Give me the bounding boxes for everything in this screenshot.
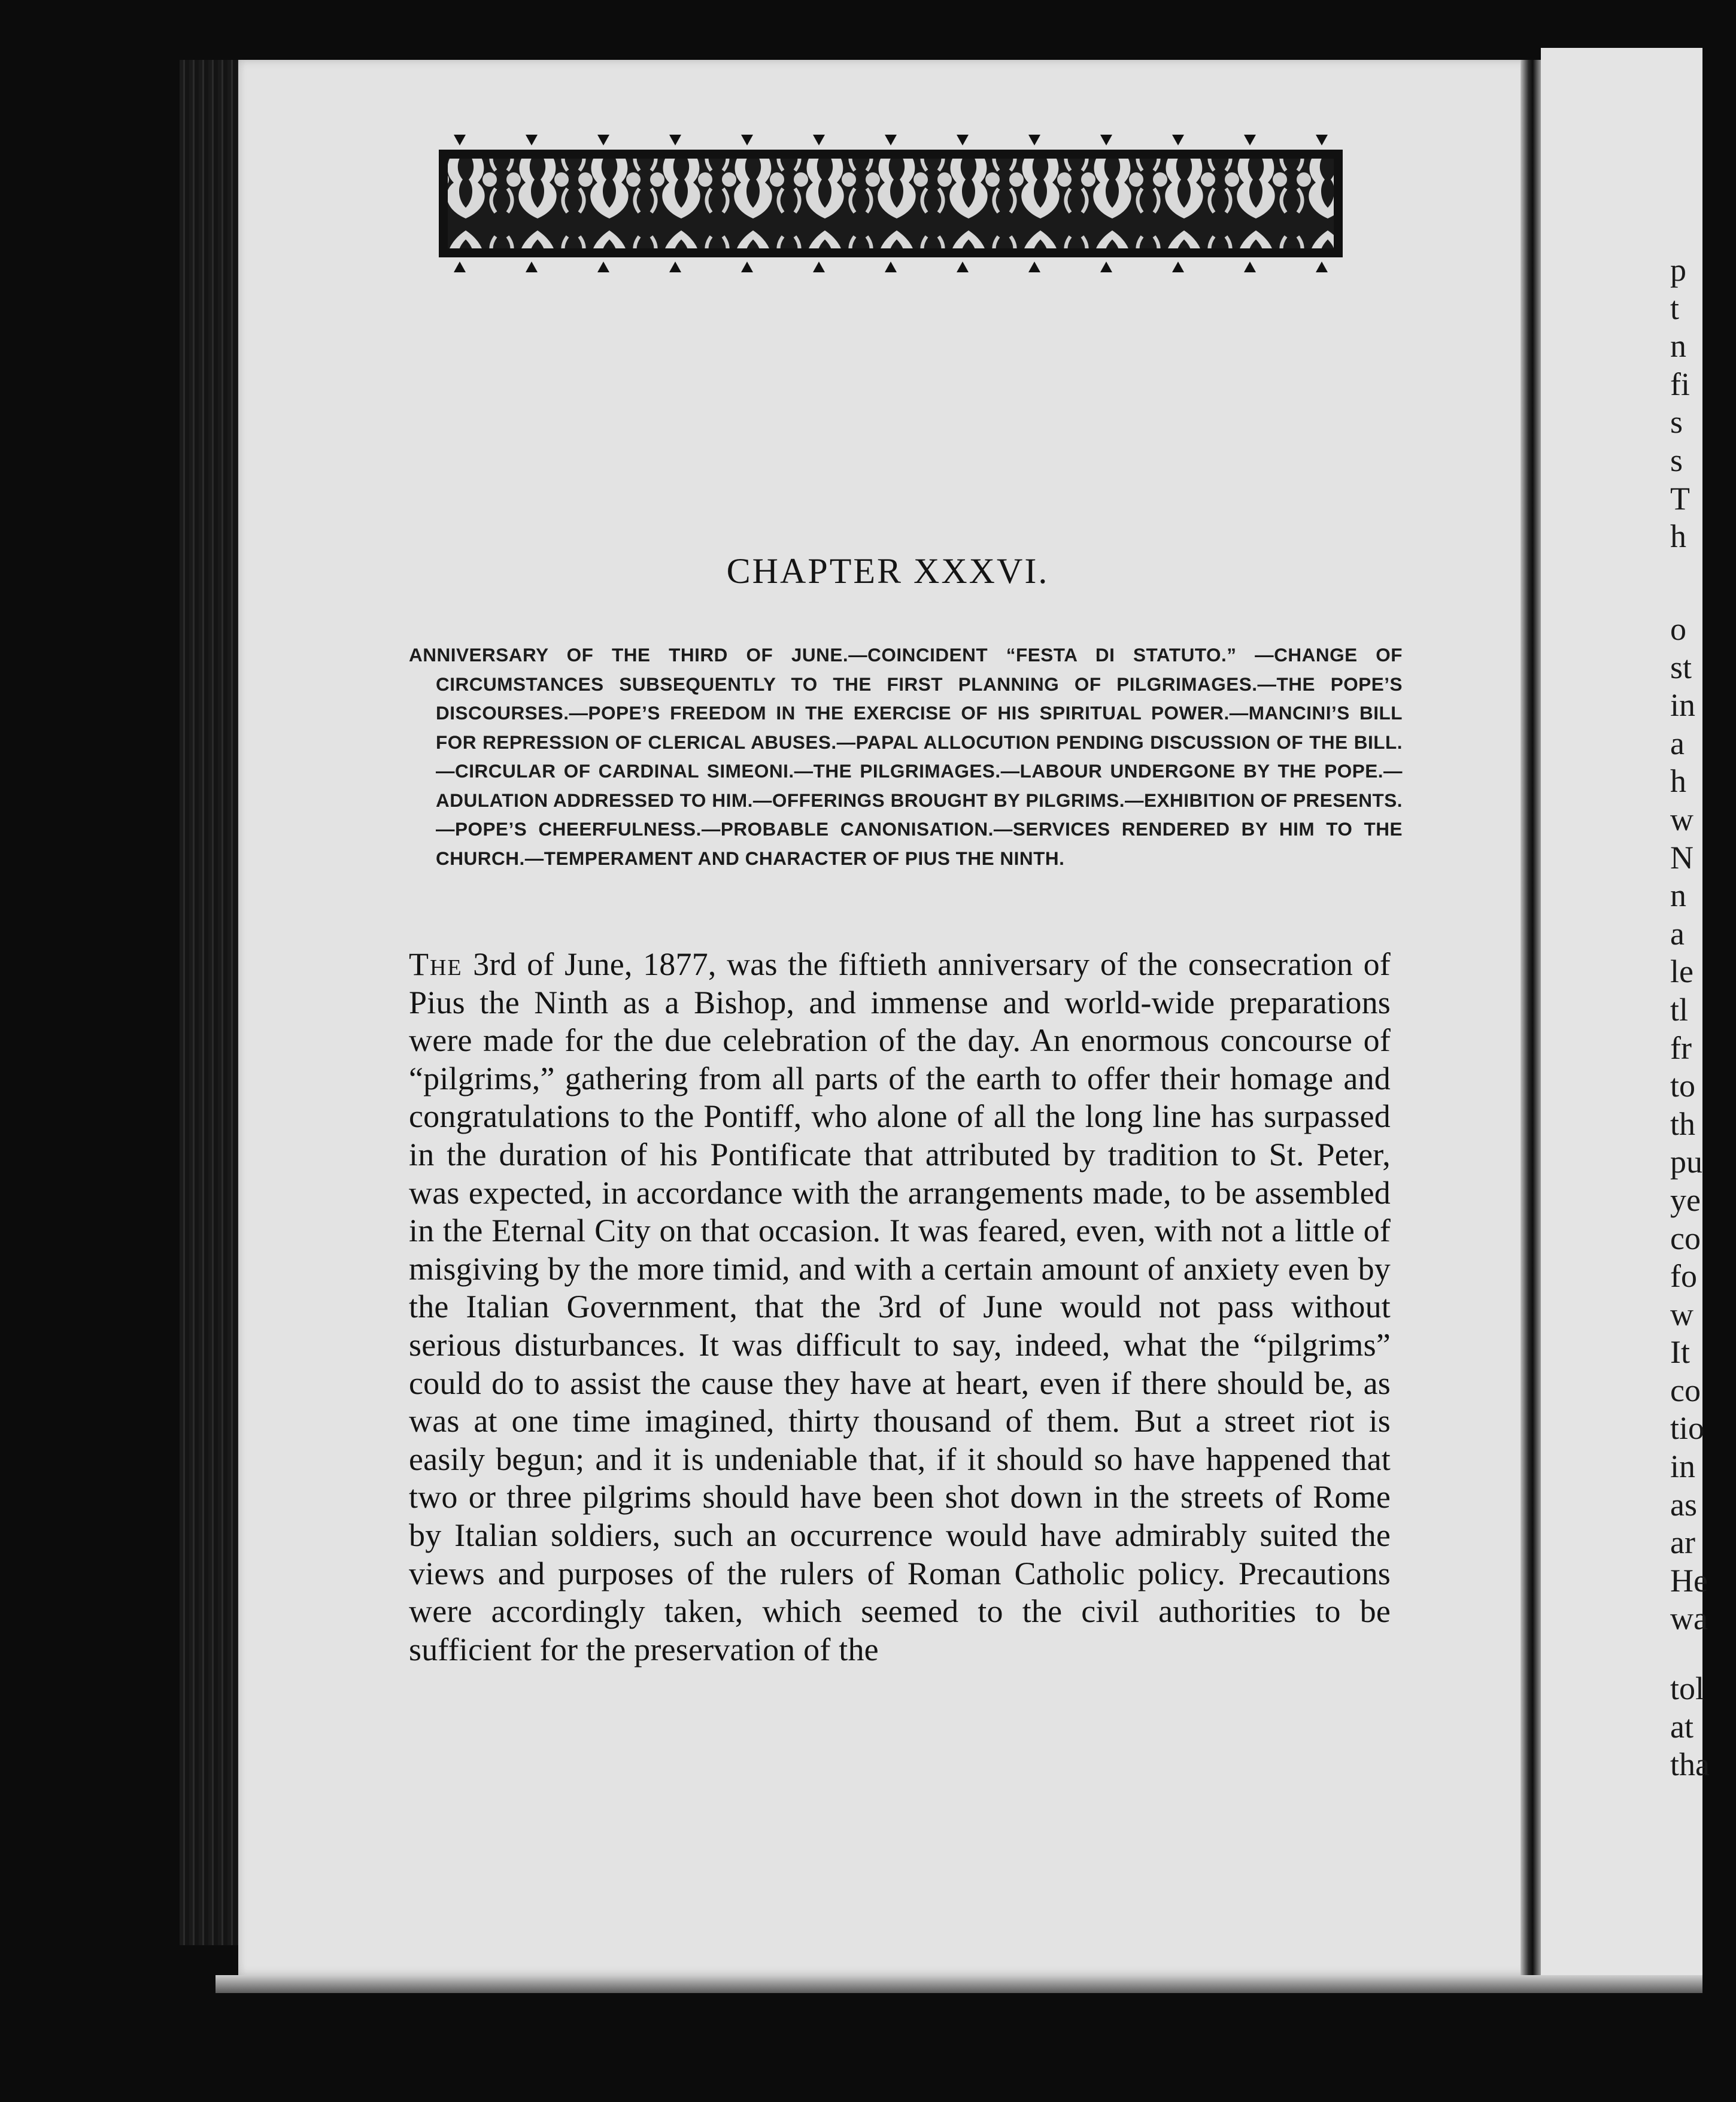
fragment: st — [1670, 649, 1692, 685]
fragment: w — [1670, 1296, 1693, 1332]
paragraph-text: 3rd of June, 1877, was the fiftieth anniversary of the consecration of Pius the Ninth as a Bishop, and immense and world-wide preparations were made for the due celebration of the day. An enormous concourse of “pilgrims,” gathering from all parts of the earth to offer their homage and congratulations to the Pontiff, who alone of all the long line has surpassed in the duration of his Pontificate that attributed by tradition to St. Peter, was expected, in accordance with the arrangements made, to be assembled in the Eternal City on that occasion. It was feared, even, with not a little of misgiving by the more timid, and with a certain amount of anxiety even by the Italian Government, that the 3rd of June would not pass without serious disturbances. It was difficult to say, indeed, what the “pilgrims” could do to assist the cause they have at heart, even if there should be, as was at one time imagined, thirty thousand of them. But a street riot is easily begun; and it is undeniable that, if it should so have happened that two or three pilgrims should have been shot down in the streets of Rome by Italian soldiers, such an occurrence would have admirably suited the views and purposes of the rulers of Roman Catholic policy. Precautions were accordingly taken, which seemed to the civil authorities to be sufficient for the preservation of the — [409, 946, 1391, 1667]
fragment: a — [1670, 725, 1685, 761]
fragment: He — [1670, 1562, 1708, 1599]
fragment: a — [1670, 915, 1685, 952]
fragment: t — [1670, 290, 1680, 326]
fragment: tol — [1670, 1670, 1705, 1706]
ornamental-headpiece — [430, 135, 1352, 272]
fragment: pu — [1670, 1144, 1702, 1180]
facing-page-fragments-2 — [1670, 610, 1736, 1638]
fragment: h — [1670, 763, 1686, 800]
fragment: n — [1670, 877, 1686, 914]
fragment: tl — [1670, 991, 1689, 1028]
fragment: ar — [1670, 1524, 1695, 1561]
page-bottom-edge — [216, 1975, 1702, 1993]
fragment: fo — [1670, 1258, 1697, 1295]
fragment: co — [1670, 1220, 1701, 1256]
fragment: s — [1670, 404, 1683, 441]
fragment: N — [1670, 839, 1693, 876]
fragment: h — [1670, 518, 1686, 555]
fragment: th — [1670, 1105, 1696, 1142]
fragment: T — [1670, 480, 1690, 517]
chapter-title: CHAPTER XXXVI. — [726, 551, 1049, 591]
lead-word: The — [409, 946, 463, 982]
fragment: co — [1670, 1372, 1701, 1408]
fragment: tha — [1670, 1746, 1710, 1783]
fragment: fr — [1670, 1029, 1692, 1066]
fragment: o — [1670, 611, 1686, 647]
fragment: w — [1670, 801, 1693, 837]
fragment: ye — [1670, 1181, 1701, 1218]
fragment: It — [1670, 1334, 1690, 1371]
facing-page-fragments-3 — [1670, 1670, 1736, 1784]
book-spine-edge — [180, 60, 239, 1945]
fragment: p — [1670, 252, 1686, 288]
fragment: in — [1670, 1448, 1696, 1485]
fragment: to — [1670, 1068, 1696, 1104]
fragment: wa — [1670, 1600, 1708, 1637]
fragment: fi — [1670, 366, 1690, 402]
body-paragraph — [409, 946, 1391, 1669]
fragment: n — [1670, 328, 1686, 364]
chapter-synopsis: ANNIVERSARY OF THE THIRD OF JUNE.—COINCIDENT “FESTA DI STATUTO.” —CHANGE OF CIRCUMSTANCES SUBSEQUENTLY TO THE FIRST PLANNING OF PILGRIMAGES.—THE POPE’S DISCOURSES.—POPE’S FREEDOM IN THE EXERCISE OF HIS SPIRITUAL POWER.—MANCINI’S BILL FOR REPRESSION OF CLERICAL ABUSES.—PAPAL ALLOCUTION PENDING DISCUSSION OF THE BILL.—CIRCULAR OF CARDINAL SIMEONI.—THE PILGRIMAGES.—LABOUR UNDERGONE BY THE POPE.—ADULATION ADDRESSED TO HIM.—OFFERINGS BROUGHT BY PILGRIMS.—EXHIBITION OF PRESENTS.—POPE’S CHEERFULNESS.—PROBABLE CANONISATION.—SERVICES RENDERED BY HIM TO THE CHURCH.—TEMPERAMENT AND CHARACTER OF PIUS THE NINTH. — [409, 644, 1403, 869]
floral-border-icon — [430, 135, 1352, 272]
left-page — [238, 60, 1537, 1975]
facing-page-fragments-1 — [1670, 251, 1736, 556]
fragment: at — [1670, 1708, 1693, 1745]
fragment: as — [1670, 1486, 1697, 1523]
book-gutter — [1520, 60, 1541, 1975]
fragment: in — [1670, 687, 1696, 724]
fragment: tio — [1670, 1410, 1705, 1447]
fragment: le — [1670, 953, 1693, 990]
fragment: s — [1670, 442, 1683, 478]
